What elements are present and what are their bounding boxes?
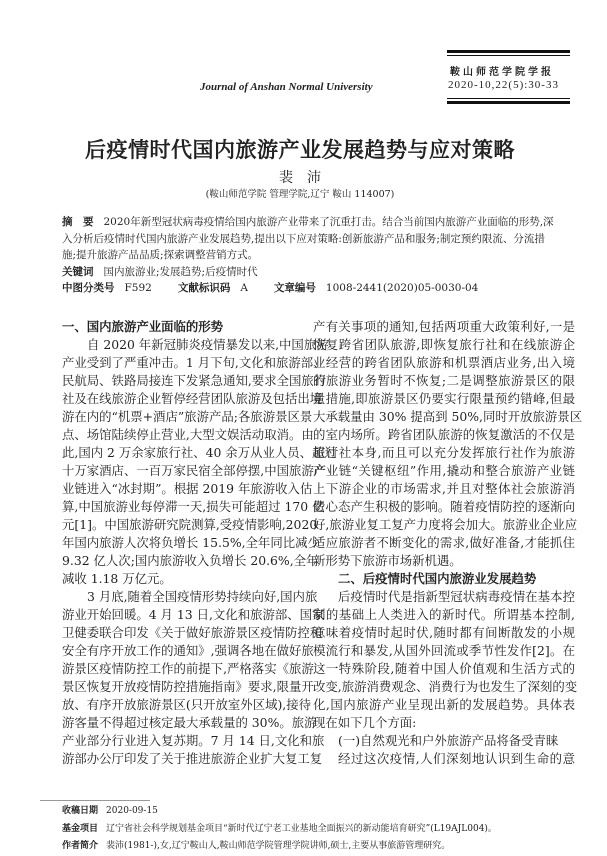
text-line: 游在内的“机票+酒店”旅游产品;各旅游景区景	[62, 409, 313, 424]
text-line: 上下游企业的市场需求,并且对整体社会旅游消	[313, 481, 575, 496]
text-line: 产业部分行业进入复苏期。7 月 14 日,文化和旅	[62, 733, 325, 748]
footnote-divider	[40, 800, 150, 801]
text-line: 安全有序开放工作的通知》,强调各地在做好旅	[62, 643, 314, 658]
article-no-label: 文章编号	[273, 282, 316, 294]
text-line: 卫健委联合印发《关于做好旅游景区疫情防控和	[62, 625, 323, 640]
received-label: 收稿日期	[62, 806, 99, 816]
doc-code-label: 文献标识码	[177, 282, 231, 294]
text-line: 产业受到了严重冲击。1 月下旬,文化和旅游部、	[62, 355, 326, 370]
keywords-text: 国内旅游业;发展趋势;后疫情时代	[103, 266, 258, 278]
text-line: 后疫情时代是指新型冠状病毒疫情在基本控	[338, 589, 575, 604]
header-rule-top	[447, 50, 570, 53]
keywords	[62, 264, 556, 281]
text-line: 制的基础上人类进入的新时代。所谓基本控制,	[313, 607, 575, 622]
body-right-column	[313, 318, 583, 768]
text-line: 这一特殊阶段,随着中国人价值观和生活方式的	[313, 661, 575, 676]
section-heading: 二、后疫情时代国内旅游业发展趋势	[338, 571, 537, 586]
text-line: 自 2020 年新冠肺炎疫情暴发以来,中国旅游	[87, 337, 329, 352]
text-line: 新形势下旅游市场新机遇。	[313, 553, 462, 568]
author-affiliation: (鞍山师范学院 管理学院,辽宁 鞍山 114007)	[205, 189, 395, 200]
text-line: 模流行和暴发,从国外回流或季节性发作[2]。在	[313, 643, 575, 658]
clc-value: F592	[124, 282, 152, 294]
text-line: 游部办公厅印发了关于推进旅游企业扩大复工复	[62, 751, 323, 766]
text-line: 意味着疫情时起时伏,随时都有间断散发的小规	[313, 625, 575, 640]
author-name: 裴沛	[279, 170, 335, 186]
issue-info: 2020-10,22(5):30-33	[448, 79, 559, 91]
text-line: 此,国内 2 万余家旅行社、40 余万从业人员、超过	[62, 445, 337, 460]
text-line: 减收 1.18 万亿元。	[62, 571, 172, 586]
journal-name-en: Journal of Anshan Normal University	[200, 81, 373, 93]
fund-text: 辽宁省社会科学规划基金项目“新时代辽宁老工业基地全面振兴的新动能培育研究”(L19AJL004)。	[106, 823, 497, 834]
text-line: 点、场馆陆续停止营业,大型文娱活动取消。由	[62, 427, 314, 442]
text-line: 量措施,即旅游景区仍要实行限量预约错峰,但最	[313, 391, 575, 406]
text-line: 旅行社本身,而且可以充分发挥旅行社作为旅游	[313, 445, 575, 460]
clc-label: 中图分类号	[62, 282, 115, 294]
text-line: 改变,旅游消费观念、消费行为也发生了深刻的变	[313, 679, 578, 694]
text-line: 适应旅游者不断变化的需求,做好准备,才能抓住	[313, 535, 575, 550]
body-left-column	[62, 318, 337, 768]
text-line: 业经营的跨省团队旅游和机票酒店业务,出入境	[313, 355, 575, 370]
text-line: 算,中国旅游业每停滞一天,损失可能超过 170 亿	[62, 499, 325, 514]
text-line: 游景区疫情防控工作的前提下,严格落实《旅游	[62, 661, 314, 676]
abstract-text: 2020年新型冠状病毒疫情给国内旅游产业带来了沉重打击。结合当前国内旅游产业面临的形势,深入分析后疫情时代国内旅游产业发展趋势,提出以下应对策略:创新旅游产品和服务;制定预约限流、分流措施;提升旅游产品品质;探索调整营销方式。	[62, 216, 554, 261]
doc-code-value: A	[240, 282, 248, 294]
text-line: 游业开始回暖。4 月 13 日,文化和旅游部、国家	[62, 607, 325, 622]
article-no-value: 1008-2441(2020)05-0030-04	[325, 282, 479, 294]
text-line: 的室内场所。跨省团队旅游的恢复激活的不仅是	[313, 427, 575, 442]
text-line: 景区恢复开放疫情防控措施指南》要求,限量开	[62, 679, 314, 694]
header-rule-top-thin	[447, 55, 570, 56]
classification-info	[62, 280, 556, 297]
text-line: 元[1]。中国旅游研究院测算,受疫情影响,2020	[62, 517, 318, 532]
text-line: 现在如下几个方面:	[313, 715, 417, 730]
text-line: 社及在线旅游企业暂停经营团队旅游及包括出境	[62, 391, 323, 406]
keywords-label: 关键词	[62, 266, 94, 278]
text-line: 业链进入“冰封期”。根据 2019 年旅游收入估	[62, 481, 313, 496]
text-line: 游客量不得超过核定最大承载量的 30%。旅游	[62, 715, 317, 730]
bio-label: 作者简介	[62, 841, 99, 851]
journal-name-cn: 鞍山师范学院学报	[450, 67, 554, 78]
footnote-fund	[62, 821, 497, 839]
abstract-label: 摘 要	[62, 216, 94, 228]
footnotes	[62, 803, 497, 856]
text-line: 好,旅游业复工复产力度将会加大。旅游业企业应	[313, 517, 578, 532]
fund-label: 基金项目	[62, 823, 99, 834]
text-line: 经过这次疫情,人们深刻地认识到生命的意	[338, 751, 575, 766]
text-line: 十万家酒店、一百万家民宿全部停摆,中国旅游产	[62, 463, 327, 478]
text-line: 产有关事项的通知,包括两项重大政策利好,一是	[313, 319, 575, 334]
footnote-bio	[62, 838, 497, 856]
text-line: 9.32 亿人次;国内旅游收入负增长 20.6%,全年	[62, 553, 319, 568]
article-title: 后疫情时代国内旅游产业发展趋势与应对策略	[85, 137, 515, 162]
bio-text: 裴沛(1981-),女,辽宁鞍山人,鞍山师范学院管理学院讲师,硕士,主要从事旅游管理研究。	[106, 841, 451, 851]
text-line: 产业链“关键枢纽”作用,撬动和整合旅游产业链	[313, 463, 575, 478]
section-heading: 一、国内旅游产业面临的形势	[62, 319, 224, 334]
footnote-received	[62, 803, 497, 821]
text-line: 民航局、铁路局接连下发紧急通知,要求全国旅行	[62, 373, 327, 388]
header-rule-bottom	[447, 101, 570, 104]
text-line: 的旅游业务暂时不恢复;二是调整旅游景区的限	[313, 373, 575, 388]
text-line: 大承载量由 30% 提高到 50%,同时开放旅游景区	[313, 409, 583, 424]
text-line: 恢复跨省团队旅游,即恢复旅行社和在线旅游企	[313, 337, 575, 352]
text-line: (一)自然观光和户外旅游产品将备受青睐	[338, 733, 559, 748]
header-rule-bottom-thin	[447, 98, 570, 99]
received-date: 2020-09-15	[106, 806, 158, 816]
text-line: 放、有序开放旅游景区(只开放室外区域),接待	[62, 697, 312, 712]
text-line: 费心态产生积极的影响。随着疫情防控的逐渐向	[313, 499, 575, 514]
text-line: 3 月底,随着全国疫情形势持续向好,国内旅	[87, 589, 318, 604]
text-line: 化,国内旅游产业呈现出新的发展趋势。具体表	[313, 697, 575, 712]
text-line: 年国内旅游人次将负增长 15.5%,全年同比减少	[62, 535, 320, 550]
abstract	[62, 214, 556, 264]
